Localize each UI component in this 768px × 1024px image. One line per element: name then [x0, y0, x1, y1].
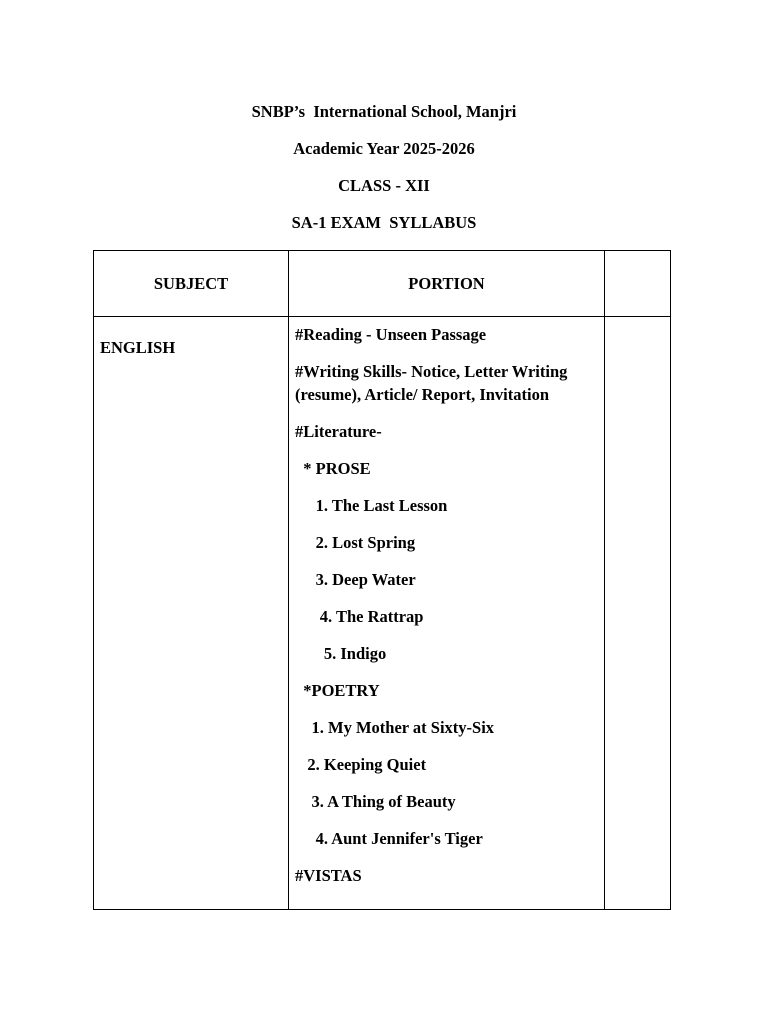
class-title: CLASS - XII	[338, 176, 430, 195]
portion-item: #Literature-	[295, 422, 382, 441]
table-row	[94, 317, 671, 910]
portion-item: * PROSE	[295, 459, 371, 478]
subject-name: ENGLISH	[100, 338, 176, 357]
portion-cell	[289, 317, 605, 910]
portion-item: #Reading - Unseen Passage	[295, 325, 487, 344]
subject-cell	[94, 317, 289, 910]
portion-item: 2. Keeping Quiet	[295, 755, 427, 774]
portion-item: 2. Lost Spring	[295, 533, 416, 552]
portion-item: 5. Indigo	[295, 644, 387, 663]
exam-title: SA-1 EXAM SYLLABUS	[291, 213, 477, 232]
header-extra	[605, 251, 671, 317]
portion-item: 3. A Thing of Beauty	[295, 792, 456, 811]
portion-item: 1. My Mother at Sixty-Six	[295, 718, 495, 737]
extra-cell	[605, 317, 671, 910]
header-portion: PORTION	[289, 251, 605, 317]
portion-list	[289, 317, 604, 887]
portion-item: #Writing Skills- Notice, Letter Writing (resume), Article/ Report, Invitation	[295, 362, 572, 404]
portion-item: 1. The Last Lesson	[295, 496, 448, 515]
portion-item: 3. Deep Water	[295, 570, 416, 589]
portion-item: *POETRY	[295, 681, 380, 700]
portion-item: 4. The Rattrap	[295, 607, 424, 626]
portion-item: 4. Aunt Jennifer's Tiger	[295, 829, 483, 848]
academic-year: Academic Year 2025-2026	[293, 139, 475, 158]
header-subject: SUBJECT	[94, 251, 289, 317]
portion-item: #VISTAS	[295, 866, 362, 885]
syllabus-table	[93, 250, 671, 910]
school-name: SNBP’s International School, Manjri	[251, 102, 517, 121]
table-header-row	[94, 251, 671, 317]
